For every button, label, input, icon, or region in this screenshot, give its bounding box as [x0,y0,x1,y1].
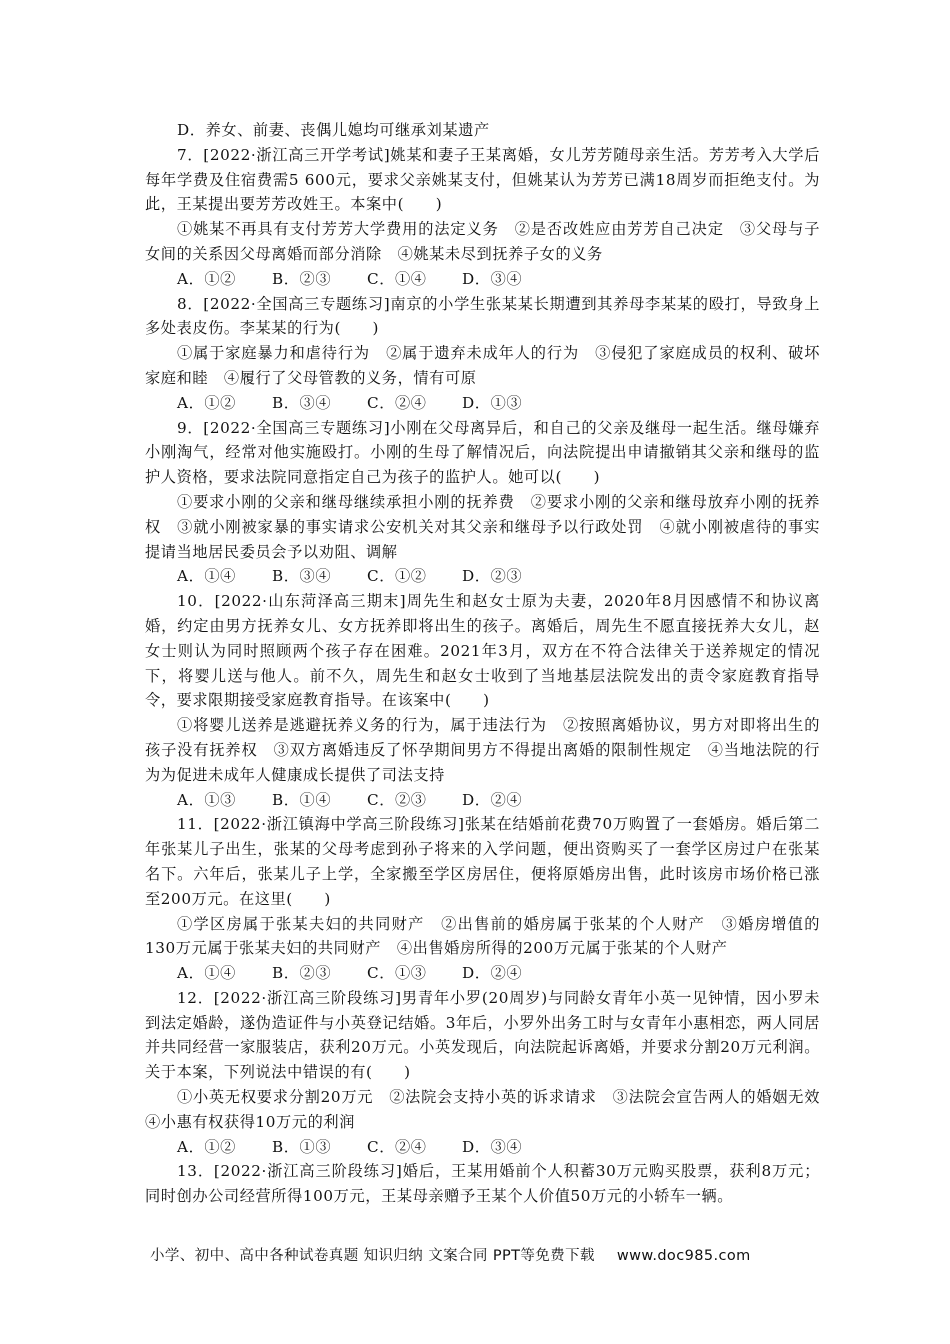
option-d: D．③④ [462,1137,523,1156]
option-b: B．③④ [272,393,332,412]
option-c: C．①② [367,567,427,586]
option-d: D．③④ [462,269,523,288]
question-stem: 10．[2022·山东菏泽高三期末]周先生和赵女士原为夫妻，2020年8月因感情不和协议离婚，约定由男方抚养女儿、女方抚养即将出生的孩子。离婚后，周先生不愿直接抚养大女儿，赵女士则认为同时照顾两个孩子存在困难。2021年3月，双方在不符合法律关于送养规定的情况下，将婴儿送与他人。前不久，周先生和赵女士收到了当地基层法院发出的责令家庭教育指导令，要求限期接受家庭教育指导。在该案中( ) [145,592,820,710]
exam-content [145,118,836,1209]
option-c: C．①④ [367,269,427,288]
question-statements: ①姚某不再具有支付芳芳大学费用的法定义务 ②是否改姓应由芳芳自己决定 ③父母与子女间的关系因父母离婚而部分消除 ④姚某未尽到抚养子女的义务 [145,220,820,263]
option-d: D．②③ [462,567,523,586]
question-stem: 11．[2022·浙江镇海中学高三阶段练习]张某在结婚前花费70万购置了一套婚房。婚后第二年张某儿子出生，张某的父母考虑到孙子将来的入学问题，便出资购买了一套学区房过户在张某名下。六年后，张某儿子上学，全家搬至学区房居住，便将原婚房出售，此时该房市场价格已涨至200万元。在这里( ) [145,815,820,908]
question-8 [145,292,820,416]
option-a: A．①④ [177,567,236,586]
question-13 [145,1159,820,1209]
question-statements: ①要求小刚的父亲和继母继续承担小刚的抚养费 ②要求小刚的父亲和继母放弃小刚的抚养权 ③就小刚被家暴的事实请求公安机关对其父亲和继母予以行政处罚 ④就小刚被虐待的事实提请当地居民委员会予以劝阻、调解 [145,492,820,561]
option-c: C．②④ [367,1137,427,1156]
footer-website-link[interactable]: www.doc985.com [616,1248,751,1264]
option-c: C．②③ [367,790,427,809]
question-10 [145,589,820,812]
question-7 [145,143,820,292]
option-a: A．①③ [177,790,236,809]
answer-options [145,961,820,986]
question-9 [145,416,820,590]
option-a: A．①② [177,1137,236,1156]
question-stem: 8．[2022·全国高三专题练习]南京的小学生张某某长期遭到其养母李某某的殴打，导致身上多处表皮伤。李某某的行为( ) [145,294,820,338]
question-statements: ①将婴儿送养是逃避抚养义务的行为，属于违法行为 ②按照离婚协议，男方对即将出生的孩子没有抚养权 ③双方离婚违反了怀孕期间男方不得提出离婚的限制性规定 ④当地法院的行为为促进未成年人健康成长提供了司法支持 [145,716,820,784]
question-stem: 13．[2022·浙江高三阶段练习]婚后，王某用婚前个人积蓄30万元购买股票，获利8万元；同时创办公司经营所得100万元，王某母亲赠予王某个人价值50万元的小轿车一辆。 [145,1162,820,1206]
answer-options [145,267,820,292]
question-statements: ①小英无权要求分割20万元 ②法院会支持小英的诉求请求 ③法院会宣告两人的婚姻无效 ④小惠有权获得10万元的利润 [145,1088,836,1131]
question-stem: 7．[2022·浙江高三开学考试]姚某和妻子王某离婚，女儿芳芳随母亲生活。芳芳考入大学后每年学费及住宿费需5 600元，要求父亲姚某支付，但姚某认为芳芳已满18周岁而拒绝支付。为此，王某提出要芳芳改姓王。本案中( ) [145,145,820,214]
answer-options [145,1135,820,1160]
footer-text: 小学、初中、高中各种试卷真题 知识归纳 文案合同 PPT等免费下载 [150,1248,595,1264]
option-b: B．②③ [272,269,332,288]
question-statements: ①学区房属于张某夫妇的共同财产 ②出售前的婚房属于张某的个人财产 ③婚房增值的130万元属于张某夫妇的共同财产 ④出售婚房所得的200万元属于张某的个人财产 [145,914,820,958]
option-d: D．②④ [462,964,523,983]
question-12 [145,986,836,1160]
option-a: A．①② [177,269,236,288]
option-b: B．①④ [272,790,332,809]
question-stem: 12．[2022·浙江高三阶段练习]男青年小罗(20周岁)与同龄女青年小英一见钟情，因小罗未到法定婚龄，遂伪造证件与小英登记结婚。3年后，小罗外出务工时与女青年小惠相恋，两人同居并共同经营一家服装店，获利20万元。小英发现后，向法院起诉离婚，并要求分割20万元利润。关于本案，下列说法中错误的有( ) [145,988,820,1082]
intro-option-line: D．养女、前妻、丧偶儿媳均可继承刘某遗产 [177,121,490,139]
option-a: A．①④ [177,964,236,983]
option-a: A．①② [177,393,236,412]
question-stem: 9．[2022·全国高三专题练习]小刚在父母离异后，和自己的父亲及继母一起生活。继母嫌弃小刚淘气，经常对他实施殴打。小刚的生母了解情况后，向法院提出申请撤销其父亲和继母的监护人资格，要求法院同意指定自己为孩子的监护人。她可以( ) [145,418,820,487]
question-11 [145,812,820,986]
option-b: B．②③ [272,964,332,983]
option-c: C．②④ [367,393,427,412]
option-b: B．①③ [272,1137,332,1156]
page-footer [150,1244,830,1265]
answer-options [145,391,820,416]
option-b: B．③④ [272,567,332,586]
question-statements: ①属于家庭暴力和虐待行为 ②属于遗弃未成年人的行为 ③侵犯了家庭成员的权利、破坏家庭和睦 ④履行了父母管教的义务，情有可原 [145,344,820,387]
option-d: D．②④ [462,790,523,809]
answer-options [145,564,820,589]
option-c: C．①③ [367,964,427,983]
answer-options [145,788,820,813]
option-d: D．①③ [462,393,523,412]
